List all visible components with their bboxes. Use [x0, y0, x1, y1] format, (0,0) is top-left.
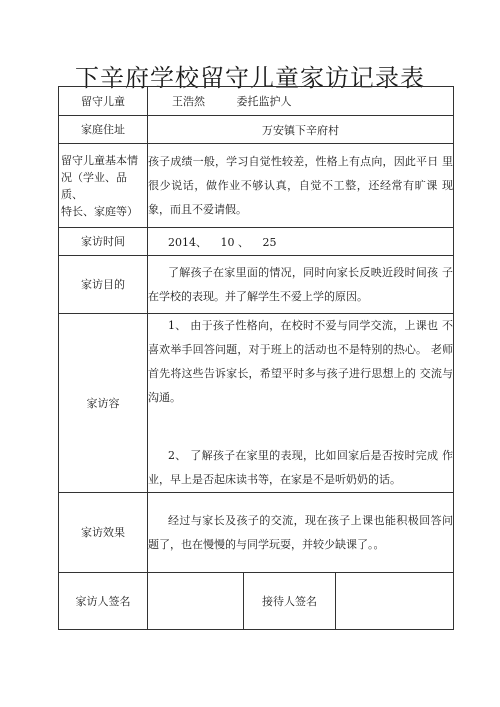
visit-purpose-label: 家访目的	[59, 256, 148, 314]
visit-time-label: 家访时间	[59, 228, 148, 256]
row-visit-effect	[59, 493, 454, 573]
row-visit-purpose	[59, 256, 454, 314]
visit-record-table	[58, 86, 454, 630]
basic-info-label	[59, 144, 148, 228]
child-label: 留守儿童	[59, 87, 148, 116]
basic-info-label-line3: 特长、家庭等）	[61, 204, 138, 218]
receiver-signature-label: 接待人签名	[244, 573, 336, 630]
basic-info-label-line2: 况（学业、品质、	[61, 170, 127, 201]
row-basic-info	[59, 144, 454, 228]
receiver-signature-field[interactable]	[336, 573, 454, 630]
visitor-signature-field[interactable]	[148, 573, 244, 630]
row-child	[59, 87, 454, 116]
basic-info-value: 孩子成绩一般，学习自觉性较差，性格上有点向，因此平日 里很少说话，做作业不够认真，自觉不工整，还经常有旷课 现象，而且不爱请假。	[148, 144, 454, 228]
content-item-2: 2、 了解孩子在家里的表现，比如回家后是否按时完成 作业，早上是否起床读书等，在家是不是听奶奶的话。	[148, 449, 454, 486]
visit-effect-value: 经过与家长及孩子的交流，现在孩子上课也能积极回答问题了，也在慢慢的与同学玩耍，并较少缺课了。。	[148, 493, 454, 573]
visit-month: 10 、	[220, 235, 249, 249]
child-name: 王浩然	[172, 95, 205, 108]
content-spacer	[148, 410, 453, 444]
row-visit-content	[59, 314, 454, 493]
content-item-1: 1、 由于孩子性格向，在校时不爱与同学交流，上课也 不喜欢举手回答问题，对于班上的活动也不是特别的热心。 老师首先将这些告诉家长，希望平时多与孩子进行思想上的 交流与沟通。	[148, 319, 454, 404]
row-signatures	[59, 573, 454, 630]
visit-purpose-value: 了解孩子在家里面的情况，同时向家长反映近段时间孩 子在学校的表现。并了解学生不爱上学的原因。	[148, 256, 454, 314]
visit-time-value	[148, 228, 454, 256]
form-title: 下辛府学校留守儿童家访记录表	[75, 64, 425, 92]
visit-day: 25	[262, 235, 277, 249]
row-visit-time	[59, 228, 454, 256]
visit-content-value	[148, 314, 454, 493]
visit-content-label: 家访容	[59, 314, 148, 493]
address-label: 家庭住址	[59, 116, 148, 144]
basic-info-label-line1: 留守儿童基本情	[61, 153, 138, 167]
row-address	[59, 116, 454, 144]
visit-effect-label: 家访效果	[59, 493, 148, 573]
address-value: 万安镇下辛府村	[148, 116, 454, 144]
visitor-signature-label: 家访人签名	[59, 573, 148, 630]
visit-year: 2014、	[168, 235, 207, 249]
child-value-cell	[148, 87, 454, 116]
guardian-label: 委托监护人	[236, 95, 292, 108]
